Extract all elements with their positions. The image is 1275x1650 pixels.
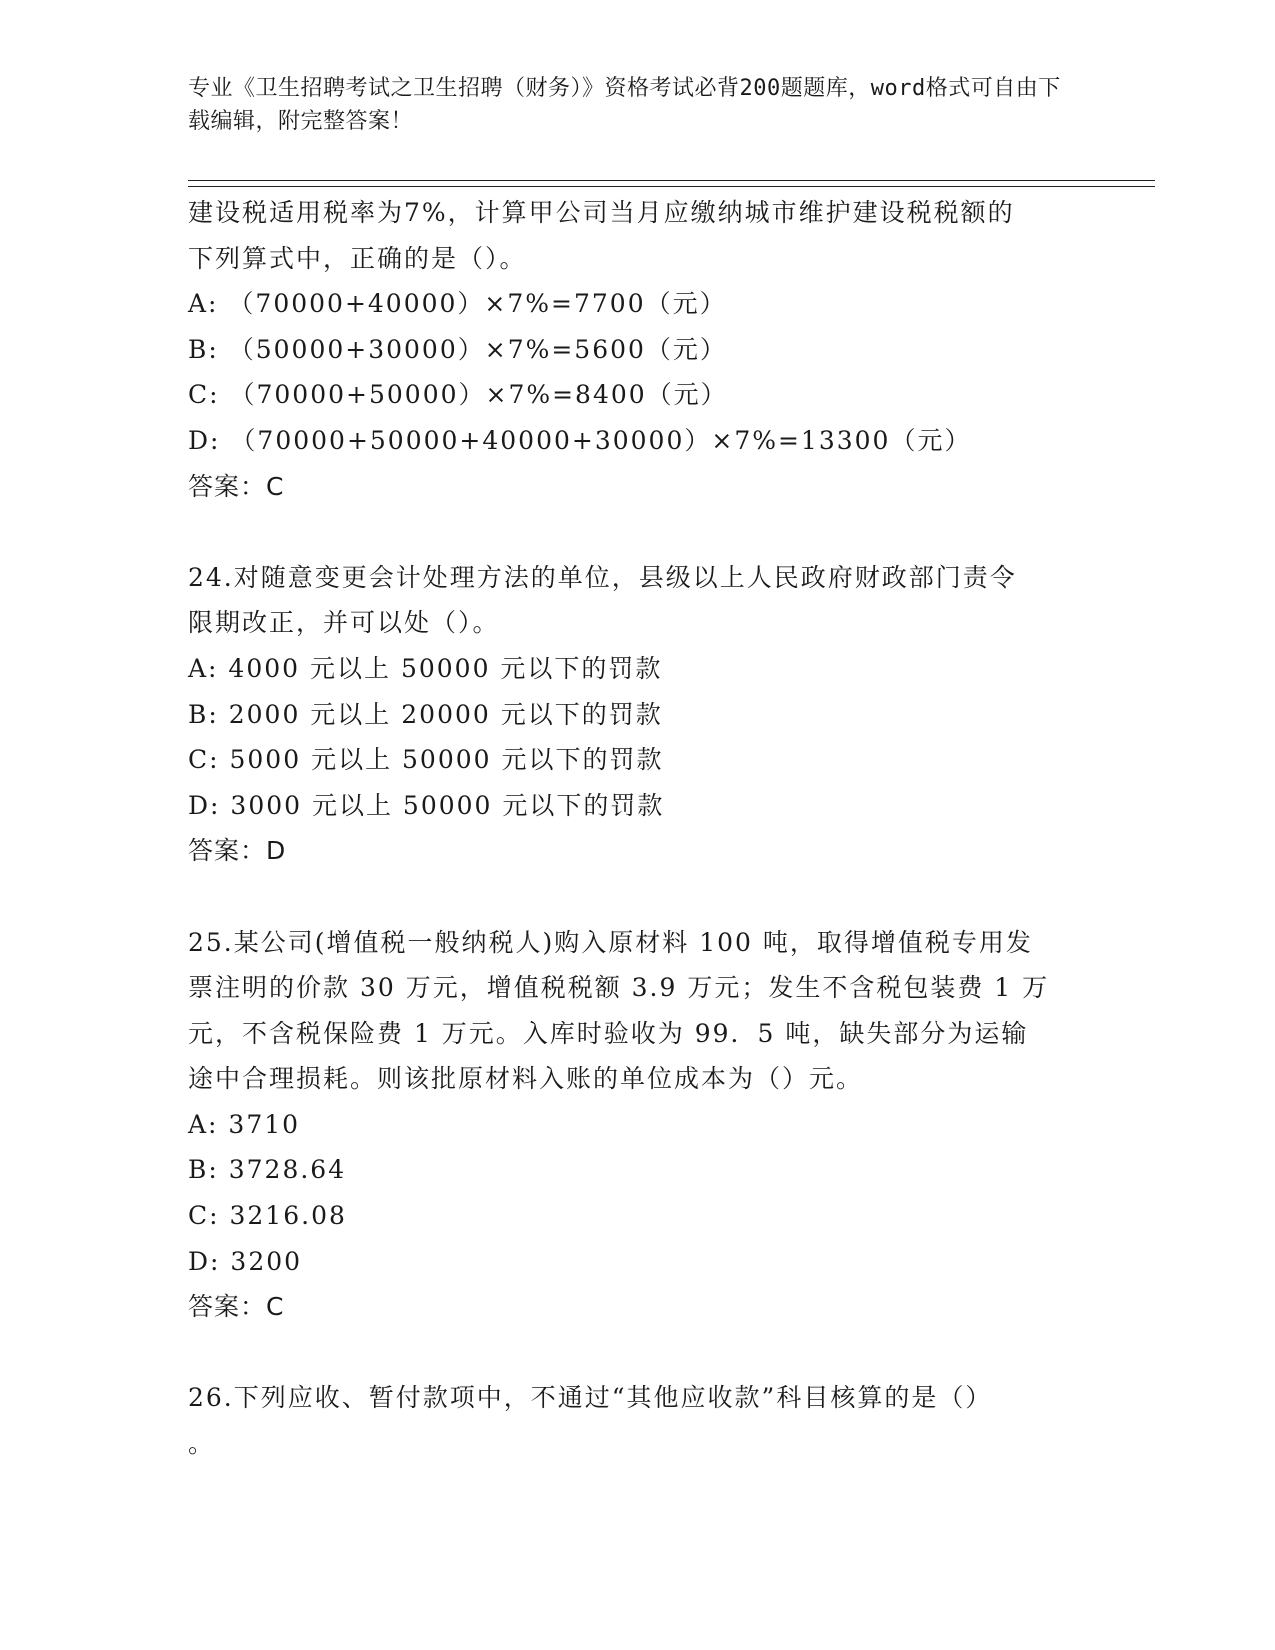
header-title: 专业《卫生招聘考试之卫生招聘（财务）》资格考试必背200题题库，word格式可自由下载编辑，附完整答案！ bbox=[188, 76, 1061, 134]
question-stem-line: 下列算式中，正确的是（）。 bbox=[188, 243, 527, 273]
option-a: A: （70000+40000）×7%=7700（元） bbox=[188, 289, 727, 319]
question-stem-line: 票注明的价款 30 万元，增值税税额 3.9 万元；发生不含税包装费 1 万 bbox=[188, 973, 1050, 1003]
option-b: B: 2000 元以上 20000 元以下的罚款 bbox=[188, 699, 663, 729]
header-divider-top bbox=[188, 180, 1155, 181]
option-d: D: （70000+50000+40000+30000）×7%=13300（元） bbox=[188, 425, 972, 455]
question-stem-line: 元，不含税保险费 1 万元。入库时验收为 99．5 吨，缺失部分为运输 bbox=[188, 1018, 1029, 1048]
document-header bbox=[188, 72, 1068, 138]
option-b: B: 3728.64 bbox=[188, 1155, 347, 1185]
question-stem-line: 限期改正，并可以处（）。 bbox=[188, 608, 500, 638]
question-stem-line: 24.对随意变更会计处理方法的单位，县级以上人民政府财政部门责令 bbox=[188, 562, 1017, 592]
answer-label: 答案：C bbox=[188, 1292, 285, 1322]
answer-label: 答案：D bbox=[188, 836, 287, 866]
option-d: D: 3200 bbox=[188, 1246, 303, 1276]
spacer bbox=[188, 1330, 1088, 1376]
question-24 bbox=[188, 555, 1088, 874]
question-stem-line: 25.某公司(增值税一般纳税人)购入原材料 100 吨，取得增值税专用发 bbox=[188, 927, 1033, 957]
option-a: A: 3710 bbox=[188, 1109, 301, 1139]
question-25 bbox=[188, 920, 1088, 1330]
spacer bbox=[188, 874, 1088, 920]
question-stem-line: 。 bbox=[188, 1429, 216, 1459]
header-divider-bottom bbox=[188, 186, 1155, 187]
spacer bbox=[188, 509, 1088, 555]
option-d: D: 3000 元以上 50000 元以下的罚款 bbox=[188, 790, 665, 820]
question-26 bbox=[188, 1375, 1088, 1466]
question-stem-line: 26.下列应收、暂付款项中，不通过“其他应收款”科目核算的是（） bbox=[188, 1383, 993, 1413]
question-stem-line: 建设税适用税率为7%，计算甲公司当月应缴纳城市维护建设税税额的 bbox=[188, 198, 1015, 227]
option-c: C: 3216.08 bbox=[188, 1201, 347, 1231]
document-body bbox=[188, 190, 1088, 1467]
option-a: A: 4000 元以上 50000 元以下的罚款 bbox=[188, 653, 663, 683]
question-23 bbox=[188, 190, 1088, 509]
option-c: C: （70000+50000）×7%=8400（元） bbox=[188, 380, 728, 410]
answer-label: 答案：C bbox=[188, 471, 285, 501]
question-stem-line: 途中合理损耗。则该批原材料入账的单位成本为（）元。 bbox=[188, 1064, 864, 1094]
option-c: C: 5000 元以上 50000 元以下的罚款 bbox=[188, 745, 664, 775]
option-b: B: （50000+30000）×7%=5600（元） bbox=[188, 334, 727, 364]
